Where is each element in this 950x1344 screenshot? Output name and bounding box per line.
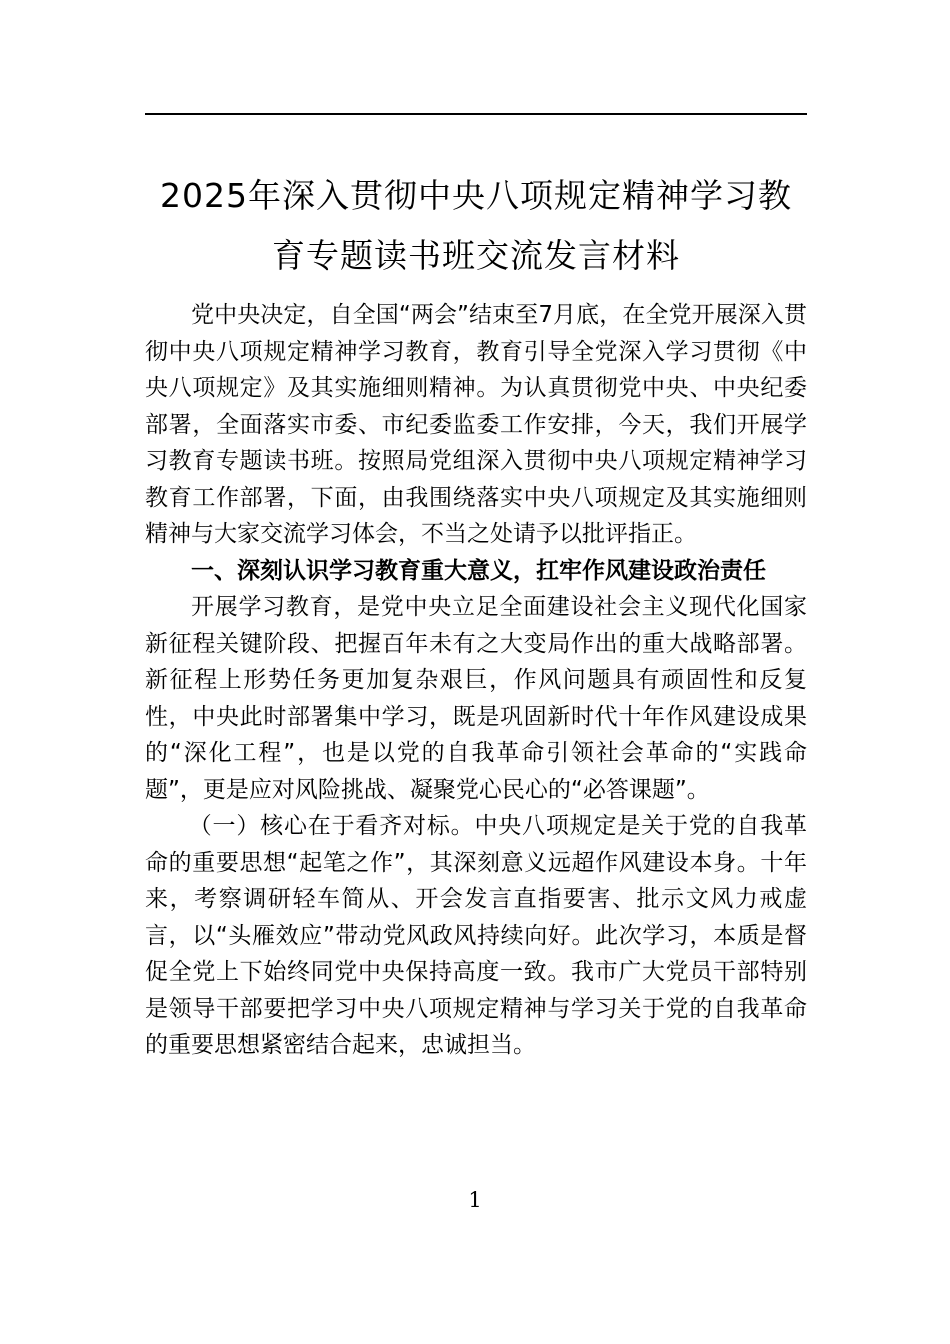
body-paragraph-significance: 开展学习教育，是党中央立足全面建设社会主义现代化国家新征程关键阶段、把握百年未有之大变局作出的重大战略部署。新征程上形势任务更加复杂艰巨，作风问题具有顽固性和反复性，中央此时部署集中学习，既是巩固新时代十年作风建设成果的“深化工程”，也是以党的自我革命引领社会革命的“实践命题”，更是应对风险挑战、凝聚党心民心的“必答课题”。: [145, 594, 807, 803]
body-paragraph-subsection-1: （一）核心在于看齐对标。中央八项规定是关于党的自我革命的重要思想“起笔之作”，其深刻意义远超作风建设本身。十年来，考察调研轻车简从、开会发言直指要害、批示文风力戒虚言，以“头雁效应”带动党风政风持续向好。此次学习，本质是督促全党上下始终同党中央保持高度一致。我市广大党员干部特别是领导干部要把学习中央八项规定精神与学习关于党的自我革命的重要思想紧密结合起来，忠诚担当。: [145, 813, 807, 1058]
body-paragraph-intro: 党中央决定，自全国“两会”结束至7月底，在全党开展深入贯彻中央八项规定精神学习教育，教育引导全党深入学习贯彻《中央八项规定》及其实施细则精神。为认真贯彻党中央、中央纪委部署，全面落实市委、市纪委监委工作安排，今天，我们开展学习教育专题读书班。按照局党组深入贯彻中央八项规定精神学习教育工作部署，下面，由我围绕落实中央八项规定及其实施细则精神与大家交流学习体会，不当之处请予以批评指正。: [145, 302, 807, 547]
title-line-1: 2025年深入贯彻中央八项规定精神学习教: [160, 176, 792, 215]
section-heading-1: 一、深刻认识学习教育重大意义，扛牢作风建设政治责任: [191, 557, 766, 584]
document-title: [145, 166, 807, 286]
title-line-2: 育专题读书班交流发言材料: [272, 236, 680, 275]
document-body: [145, 297, 807, 1064]
header-rule: [145, 113, 807, 115]
page-number: 1: [468, 1188, 482, 1212]
